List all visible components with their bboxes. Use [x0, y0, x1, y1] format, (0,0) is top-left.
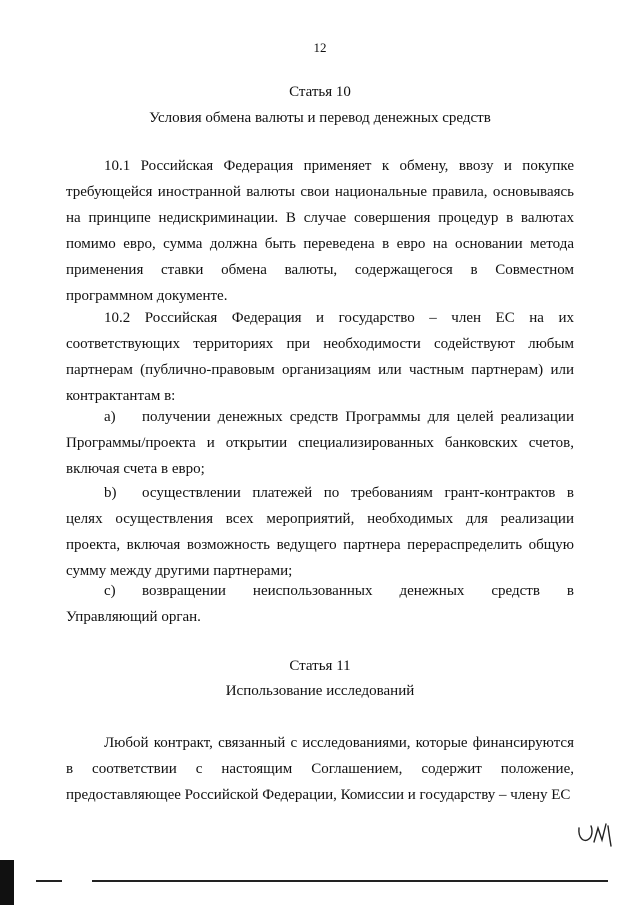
list-item-c — [66, 578, 574, 630]
handwritten-initials — [576, 820, 616, 850]
article-11-subtitle: Использование исследований — [225, 683, 415, 699]
list-item-a — [66, 404, 574, 482]
footer-rule-short — [36, 880, 62, 882]
list-item-text: осуществлении платежей по требованиям грант-контрактов в целях осуществления всех мероприятий, необходимых для реализации проекта, включая возможность ведущего партнера перераспределить общую сумму между другими партнерами; — [66, 485, 574, 579]
page-number: 12 — [313, 40, 327, 55]
list-marker: a) — [104, 409, 116, 425]
article-11-paragraph-1: Любой контракт, связанный с исследованиями, которые финансируются в соответствии с настоящим Соглашением, содержит положение, предоставляющее Российской Федерации, Комиссии и государству – члену ЕС — [66, 735, 574, 803]
article-10-subtitle: Условия обмена валюты и перевод денежных средств — [149, 110, 491, 126]
article-10-paragraph-1: 10.1 Российская Федерация применяет к обмену, ввозу и покупке требующейся иностранной валюты свои национальные правила, основываясь на принципе недискриминации. В случае совершения процедур в валютах помимо евро, сумма должна быть переведена в евро на основании метода применения ставки обмена валюты, содержащегося в Совместном программном документе. — [66, 158, 574, 304]
footer-rule-long — [92, 880, 608, 882]
list-item-b — [66, 480, 574, 584]
article-10-title: Статья 10 — [289, 84, 351, 100]
article-10-paragraph-2: 10.2 Российская Федерация и государство – член ЕС на их соответствующих территориях при необходимости содействуют любым партнерам (публично-правовым организациям или частным партнерам) или контрактантам в: — [66, 310, 574, 404]
list-marker: c) — [104, 583, 116, 599]
list-marker: b) — [104, 485, 117, 501]
article-11-title: Статья 11 — [289, 658, 351, 674]
list-item-text: получении денежных средств Программы для целей реализации Программы/проекта и открытии специализированных банковских счетов, включая счета в евро; — [66, 409, 574, 477]
scan-edge-mark — [0, 860, 14, 905]
list-item-text: возвращении неиспользованных денежных средств в Управляющий орган. — [66, 583, 574, 625]
